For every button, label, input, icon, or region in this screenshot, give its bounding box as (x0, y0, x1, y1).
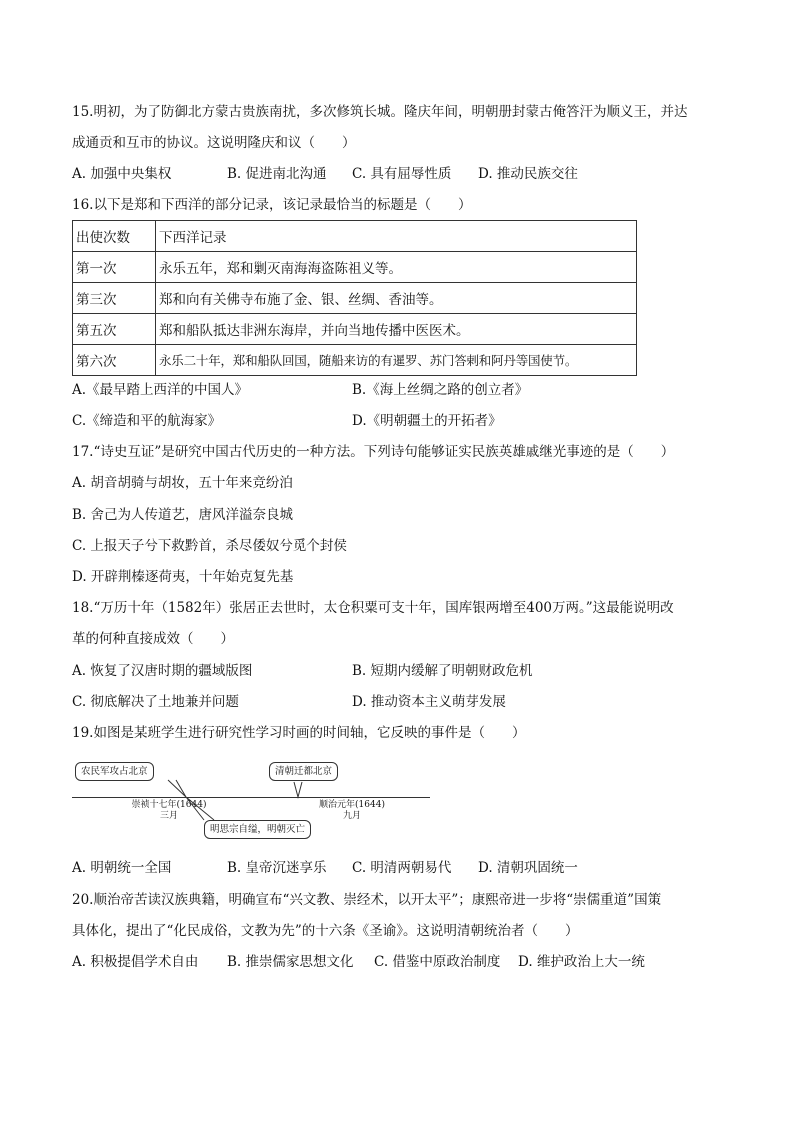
bubble-qing-capital: 清朝迁都北京 (269, 762, 338, 781)
q19-option-d[interactable]: D. 清朝巩固统一 (478, 860, 578, 876)
bubble-peasant-army: 农民军攻占北京 (75, 762, 154, 781)
timeline-figure (72, 756, 432, 835)
q20-option-d[interactable]: D. 维护政治上大一统 (518, 954, 645, 970)
table-cell: 第三次 (73, 283, 156, 314)
q15-stem-line2: 成通贡和互市的协议。这说明隆庆和议（ ） (72, 135, 356, 151)
bubble-ming-fall: 明思宗自缢，明朝灭亡 (204, 820, 311, 839)
q20-stem-line2: 具体化，提出了“化民成俗，文教为先”的十六条《圣谕》。这说明清朝统治者（ ） (72, 923, 579, 939)
q16-stem: 16.以下是郑和下西洋的部分记录，该记录最恰当的标题是（ ） (72, 197, 472, 213)
table-header-cell: 出使次数 (73, 221, 156, 252)
q17-option-c[interactable]: C. 上报天子兮下救黔首，杀尽倭奴兮觅个封侯 (72, 538, 347, 554)
table-cell: 郑和船队抵达非洲东海岸，并向当地传播中医医术。 (156, 314, 637, 345)
table-row (73, 345, 637, 376)
tick-1644-march-year: 崇祯十七年(1644) (131, 800, 207, 810)
q18-option-c[interactable]: C. 彻底解决了土地兼并问题 (72, 694, 239, 710)
table-row (73, 252, 637, 283)
table-cell: 第一次 (73, 252, 156, 283)
q16-option-c[interactable]: C.《缔造和平的航海家》 (72, 413, 222, 429)
q19-option-b[interactable]: B. 皇帝沉迷享乐 (227, 860, 327, 876)
table-header-cell: 下西洋记录 (156, 221, 637, 252)
q15-option-a[interactable]: A. 加强中央集权 (72, 166, 172, 182)
q19-option-a[interactable]: A. 明朝统一全国 (72, 860, 172, 876)
q16-option-b[interactable]: B.《海上丝绸之路的创立者》 (352, 382, 529, 398)
q18-option-a[interactable]: A. 恢复了汉唐时期的疆域版图 (72, 663, 253, 679)
q18-stem-line1: 18.“万历十年（1582年）张居正去世时，太仓积粟可支十年，国库银两增至400万两。”这最能说明改 (72, 600, 674, 616)
q18-option-b[interactable]: B. 短期内缓解了明朝财政危机 (352, 663, 533, 679)
q20-stem-line1: 20.顺治帝苦读汉族典籍，明确宣布“兴文教、崇经术，以开太平”；康熙帝进一步将“崇儒重道”国策 (72, 892, 662, 908)
q15-option-c[interactable]: C. 具有屈辱性质 (352, 166, 452, 182)
q16-option-a[interactable]: A.《最早踏上西洋的中国人》 (72, 382, 249, 398)
q19-option-c[interactable]: C. 明清两朝易代 (352, 860, 452, 876)
q15-stem-line1: 15.明初，为了防御北方蒙古贵族南扰，多次修筑长城。隆庆年间，明朝册封蒙古俺答汗为顺义王，并达 (72, 104, 688, 120)
table-row (73, 283, 637, 314)
q20-option-a[interactable]: A. 积极提倡学术自由 (72, 954, 199, 970)
table-row (73, 314, 637, 345)
table-cell: 第六次 (73, 345, 156, 376)
q18-stem-line2: 革的何种直接成效（ ） (72, 631, 234, 647)
q16-option-d[interactable]: D.《明朝疆土的开拓者》 (352, 413, 502, 429)
table-header-row (73, 221, 637, 252)
tick-1644-september-month: 九月 (342, 811, 361, 821)
voyage-records-table (72, 220, 637, 376)
q17-option-b[interactable]: B. 舍己为人传道艺，唐风洋溢奈良城 (72, 507, 294, 523)
q17-stem: 17.“诗史互证”是研究中国古代历史的一种方法。下列诗句能够证实民族英雄戚继光事迹的是（ ） (72, 444, 675, 460)
q17-option-a[interactable]: A. 胡音胡骑与胡妆，五十年来竞纷泊 (72, 475, 293, 491)
q20-option-b[interactable]: B. 推崇儒家思想文化 (227, 954, 354, 970)
q17-option-d[interactable]: D. 开辟荆榛逐荷夷，十年始克复先基 (72, 569, 294, 585)
table-cell: 第五次 (73, 314, 156, 345)
q15-option-d[interactable]: D. 推动民族交往 (478, 166, 578, 182)
q19-stem: 19.如图是某班学生进行研究性学习时画的时间轴，它反映的事件是（ ） (72, 725, 526, 741)
q15-option-b[interactable]: B. 促进南北沟通 (227, 166, 327, 182)
tick-1644-september-year: 顺治元年(1644) (319, 800, 385, 810)
q20-option-c[interactable]: C. 借鉴中原政治制度 (374, 954, 501, 970)
table-cell: 永乐五年，郑和剿灭南海海盗陈祖义等。 (156, 252, 637, 283)
table-cell: 永乐二十年，郑和船队回国，随船来访的有暹罗、苏门答剌和阿丹等国使节。 (156, 345, 637, 376)
table-cell: 郑和向有关佛寺布施了金、银、丝绸、香油等。 (156, 283, 637, 314)
tick-1644-march-month: 三月 (159, 811, 178, 821)
q18-option-d[interactable]: D. 推动资本主义萌芽发展 (352, 694, 506, 710)
